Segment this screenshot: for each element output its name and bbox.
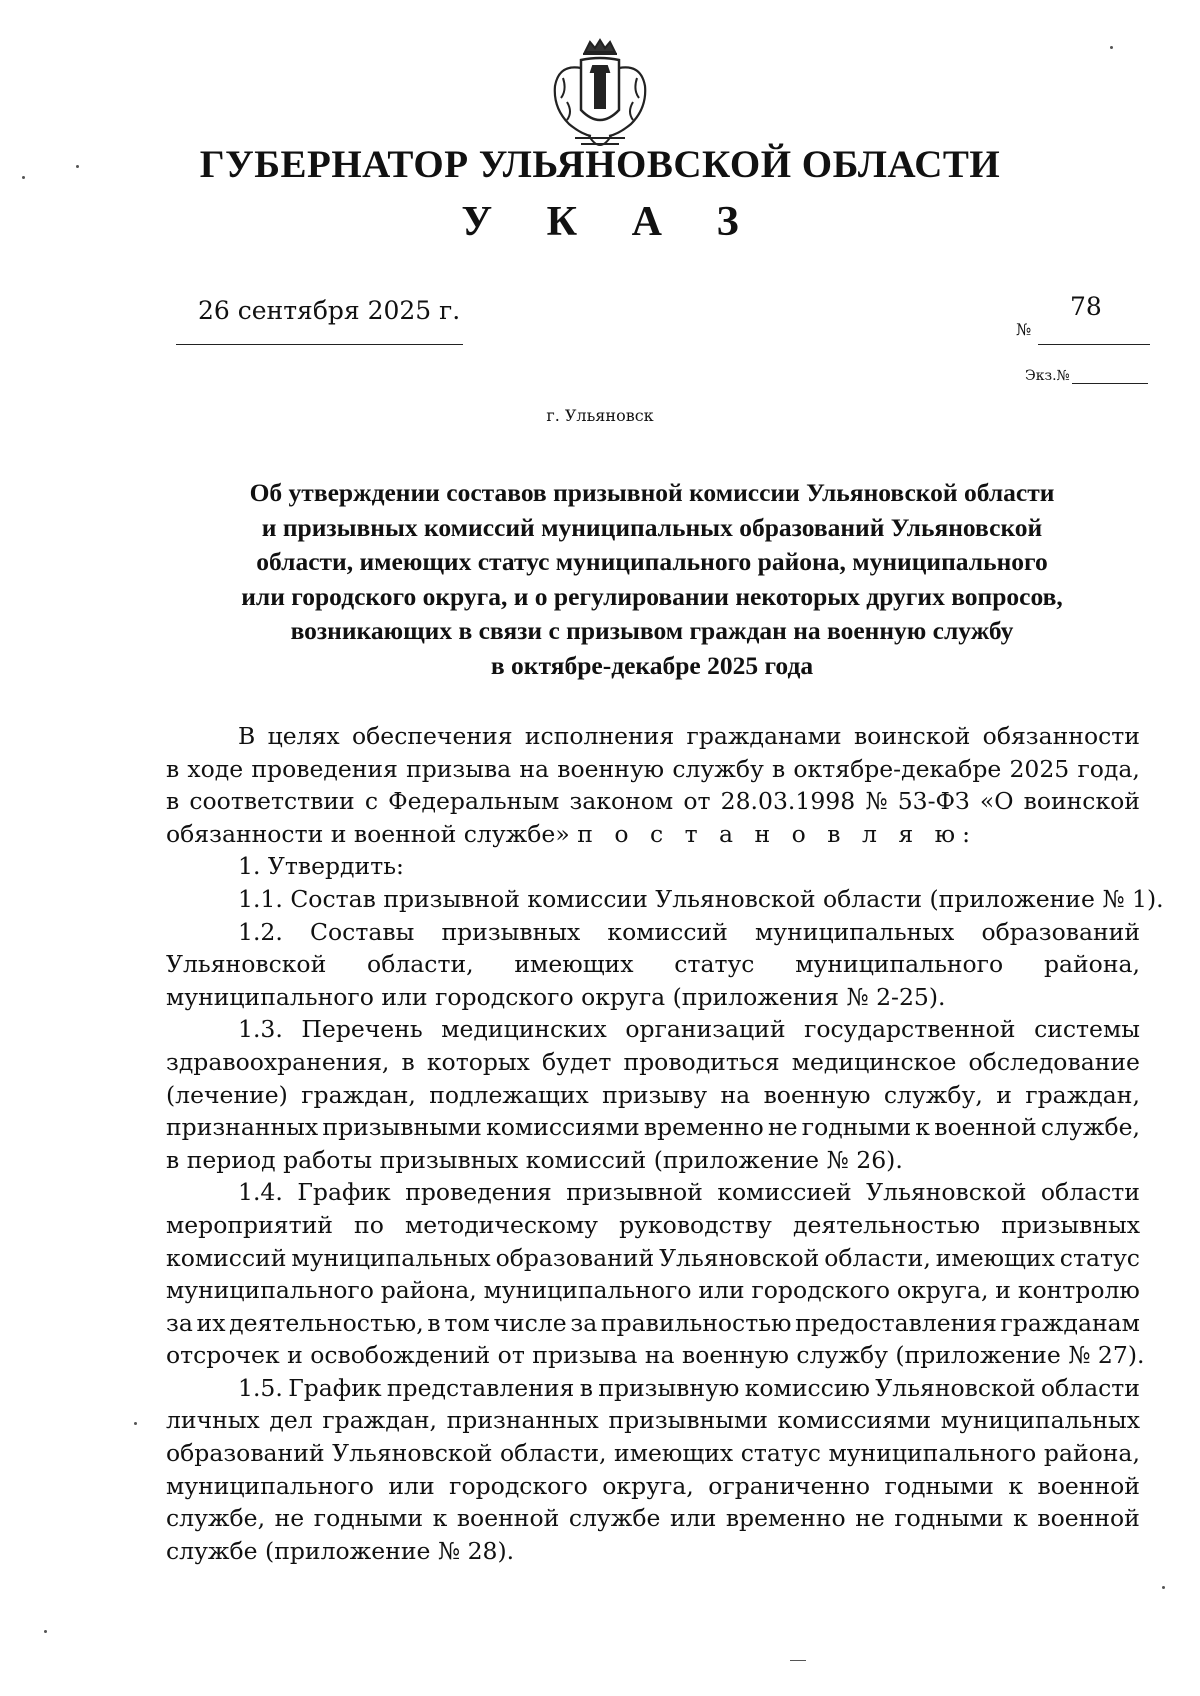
paragraph-1-2: [166, 916, 1140, 1014]
number-underline: [1038, 344, 1150, 345]
paragraph-1: 1. Утвердить:: [238, 852, 404, 881]
text-line: службе, не годными к военной службе или временно не годными к военной: [166, 1504, 1140, 1533]
text-line: 1.5. График представления в призывную комиссию Ульяновской области: [238, 1373, 1140, 1402]
paragraph-preamble: [166, 720, 1140, 850]
title-line: и призывных комиссий муниципальных образований Ульяновской: [261, 512, 1043, 542]
text-line: муниципального или городского округа (приложения № 2-25).: [166, 982, 946, 1011]
text-line: муниципального или городского округа, ограниченно годными к военной: [166, 1471, 1140, 1500]
page-dash-mark: [790, 1660, 806, 1661]
scan-speck: [1162, 1586, 1165, 1589]
text-line: за их деятельностью, в том числе за правильностью предоставления гражданам: [166, 1308, 1140, 1337]
paragraph-1-1: 1.1. Состав призывной комиссии Ульяновской области (приложение № 1).: [238, 884, 1164, 913]
text-line: (лечение) граждан, подлежащих призыву на военную службу, и граждан,: [166, 1080, 1140, 1109]
title-line: возникающих в связи с призывом граждан на военную службу: [290, 616, 1014, 645]
document-date: 26 сентября 2025 г.: [198, 296, 461, 325]
text-line: 1.3. Перечень медицинских организаций государственной системы: [238, 1015, 1140, 1044]
document-number: 78: [1070, 292, 1102, 321]
text-line: комиссий муниципальных образований Ульяновской области, имеющих статус: [166, 1243, 1140, 1272]
title-line: Об утверждении составов призывной комиссии Ульяновской области: [249, 478, 1055, 507]
text-line: в ходе проведения призыва на военную службу в октябре-декабре 2025 года,: [166, 754, 1140, 783]
text-line: 1.2. Составы призывных комиссий муниципальных образований: [238, 917, 1140, 946]
text-line: службе (приложение № 28).: [166, 1536, 515, 1565]
title-line: или городского округа, и о регулировании некоторых других вопросов,: [241, 581, 1063, 611]
number-label: №: [1016, 320, 1032, 339]
text-line: муниципального района, муниципального или городского округа, и контролю: [166, 1276, 1140, 1305]
text-line: 1.4. График проведения призывной комиссией Ульяновской области: [238, 1178, 1140, 1207]
document-body: [166, 720, 1164, 1567]
scan-speck: [76, 165, 79, 168]
scan-speck: [22, 176, 25, 179]
paragraph-1-4: [166, 1176, 1145, 1372]
issuing-authority: ГУБЕРНАТОР УЛЬЯНОВСКОЙ ОБЛАСТИ: [199, 143, 1001, 186]
text-fragment: обязанности и военной службе»: [166, 819, 570, 848]
text-line: здравоохранения, в которых будет проводиться медицинское обследование: [166, 1047, 1140, 1076]
text-line: в период работы призывных комиссий (приложение № 26).: [166, 1145, 903, 1174]
resolution-word: п о с т а н о в л я ю:: [577, 819, 978, 848]
scan-speck: [44, 1630, 47, 1633]
text-line: в соответствии с Федеральным законом от 28.03.1998 № 53-ФЗ «О воинской: [166, 787, 1140, 816]
text-line: Ульяновской области, имеющих статус муниципального района,: [166, 950, 1140, 979]
paragraph-1-5: [166, 1372, 1140, 1568]
date-underline: [176, 344, 463, 345]
text-line: [166, 818, 1140, 851]
scan-speck: [1110, 46, 1113, 49]
copy-number-underline: [1072, 383, 1148, 384]
title-line: в октябре-декабре 2025 года: [490, 650, 814, 680]
text-line: личных дел граждан, признанных призывными комиссиями муниципальных: [166, 1406, 1140, 1435]
text-line: мероприятий по методическому руководству деятельностью призывных: [166, 1210, 1140, 1239]
coat-of-arms-icon: [545, 38, 655, 158]
title-line: области, имеющих статус муниципального района, муниципального: [256, 547, 1048, 576]
text-line: В целях обеспечения исполнения гражданами воинской обязанности: [238, 722, 1140, 750]
document-title: [190, 476, 1114, 683]
document-type: У К А З: [461, 199, 761, 245]
paragraph-1-3: [166, 1013, 1140, 1176]
text-line: отсрочек и освобождений от призыва на военную службу (приложение № 27).: [166, 1341, 1145, 1370]
copy-number-label: Экз.№: [1025, 368, 1070, 384]
issuing-city: г. Ульяновск: [546, 406, 654, 425]
text-line: признанных призывными комиссиями временно не годными к военной службе,: [166, 1113, 1140, 1142]
text-line: образований Ульяновской области, имеющих статус муниципального района,: [166, 1439, 1140, 1468]
scan-speck: [134, 1422, 137, 1425]
